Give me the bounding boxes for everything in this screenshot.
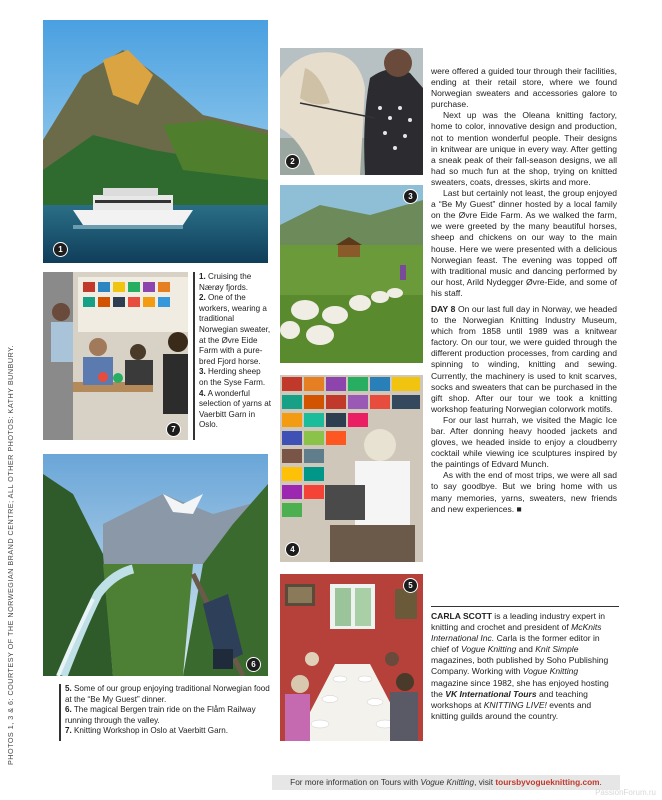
caption-rule	[59, 684, 61, 741]
caption-list-upper	[199, 272, 271, 431]
caption-rule	[193, 272, 195, 440]
article-column	[431, 66, 617, 515]
photo-number-badge: 3	[403, 189, 418, 204]
photo-number-badge: 7	[166, 422, 181, 437]
footer-info-bar: For more information on Tours with Vogue Knitting, visit toursbyvogueknitting.com.	[272, 775, 620, 790]
photo-herding-sheep	[280, 185, 423, 363]
article-paragraph: were offered a guided tour through their facilities, ending at their retail store, where we found Norwegian sweaters and accessories galore to purchase.	[431, 66, 617, 110]
tours-link[interactable]: toursbyvogueknitting.com	[495, 777, 600, 787]
photo-number-badge: 6	[246, 657, 261, 672]
article-paragraph: Last but certainly not least, the group enjoyed a “Be My Guest” dinner hosted by a local family on the Øvre Eide Farm. As we walked the farm, we were greeted by the many beautiful horses, sheep and chickens on our way to the main house. Here we were presented with a delicious Norwegian feast. The evening was topped off with traditional music and dancing performed by our host, Arild Nydegger Øvre-Eide, and some of his staff.	[431, 188, 617, 298]
photo-yarn-shop	[280, 375, 423, 562]
article-paragraph: Next up was the Oleana knitting factory, home to color, innovative design and production, not to mention wonderful people. Their designs in knitwear are unique in every way. After getting a sneak peak of their fall-season designs, we all had so much fun at the shop, trying on knitted sweaters, coats, dresses, skirts and more.	[431, 110, 617, 187]
bio-divider	[431, 606, 619, 607]
article-paragraph: For our last hurrah, we visited the Magic Ice bar. After donning heavy hooded jackets and gloves, we headed inside to enjoy a cloudberry cocktail while viewing ice sculptures inspired by the paintings of Edvard Munch.	[431, 414, 617, 470]
photo-knitting-workshop	[43, 272, 188, 440]
photo-fjord-cruise	[43, 20, 268, 263]
photo-number-badge: 4	[285, 542, 300, 557]
author-name: CARLA SCOTT	[431, 611, 492, 621]
photo-be-my-guest-dinner	[280, 574, 423, 741]
day-label: DAY 8	[431, 303, 456, 314]
caption-item: 6. The magical Bergen train ride on the Flåm Railway running through the valley.	[65, 705, 256, 725]
caption-item: 2. One of the workers, wearing a traditional Norwegian sweater, at the Øvre Eide Farm with a pure-bred Fjord horse.	[199, 293, 271, 366]
article-paragraph: As with the end of most trips, we were all sad to say goodbye. But we bring home with us many memories, yarns, sweaters, new friends and new experiences. ■	[431, 470, 617, 514]
photo-flam-railway	[43, 454, 268, 676]
caption-item: 5. Some of our group enjoying traditional Norwegian food at the “Be My Guest” dinner.	[65, 684, 270, 704]
caption-item: 4. A wonderful selection of yarns at Vaerbitt Garn in Oslo.	[199, 388, 271, 430]
photo-number-badge: 2	[285, 154, 300, 169]
photo-fjord-horse	[280, 48, 423, 175]
author-bio: CARLA SCOTT is a leading industry expert in knitting and crochet and president of McKnits International Inc. Carla is the former editor in chief of Vogue Knitting and Knit Simple magazines, both published by Soho Publishing Company. Working with Vogue Knitting magazine since 1982, she has enjoyed hosting the VK International Tours and teaching workshops at KNITTING LIVE! events and knitting guilds around the country.	[431, 611, 609, 721]
photo-number-badge: 5	[403, 578, 418, 593]
article-paragraph: DAY 8 On our last full day in Norway, we headed to the Norwegian Knitting Industry Museum, which from 1858 until 1989 was a knitwear factory. On our tour, we were guided through the different production processes, from carding and spinning to winding, knitting and sewing. Currently, the machinery is used to knit scarves, socks and sweaters that can be purchased in the gift shop. After our tour we took a knitting workshop featuring Norwegian colorwork motifs.	[431, 303, 617, 414]
caption-list-lower	[65, 684, 273, 737]
caption-item: 1. Cruising the Nærøy fjords.	[199, 272, 252, 292]
caption-item: 3. Herding sheep on the Syse Farm.	[199, 367, 266, 387]
caption-item: 7. Knitting Workshop in Oslo at Vaerbitt Garn.	[65, 726, 229, 736]
watermark: PassionForum.ru	[595, 788, 656, 797]
photo-number-badge: 1	[53, 242, 68, 257]
photo-credit: PHOTOS 1, 3 & 6: COURTESY OF THE NORWEGIAN BRAND CENTRE; ALL OTHER PHOTOS: KATHY BUNBURY.	[6, 345, 15, 765]
